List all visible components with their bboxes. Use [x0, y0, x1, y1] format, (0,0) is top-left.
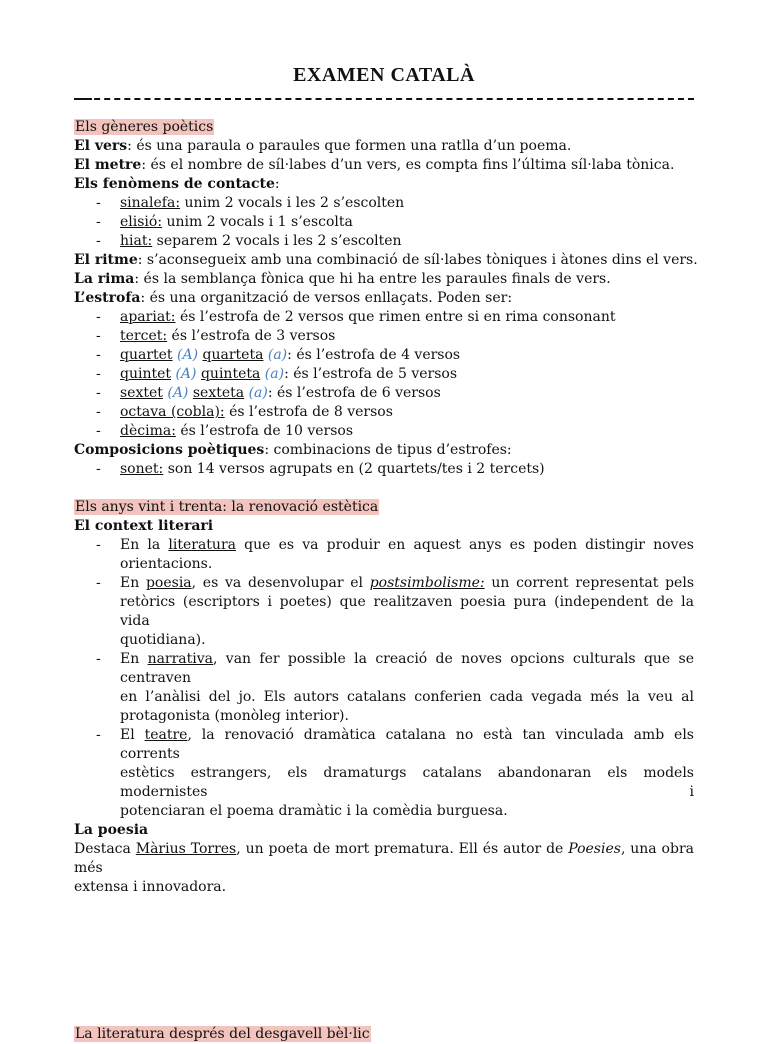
list-item: - En narrativa, van fer possible la creació de noves opcions culturals que se centraven en l’anàlisi del jo. Els autors catalans conferien cada vegada més la veu al protagonista (monòleg interior).	[96, 651, 694, 724]
section-heading-generes: Els gèneres poètics	[75, 119, 214, 135]
section-heading-anys-vint: Els anys vint i trenta: la renovació estètica	[75, 499, 379, 515]
list-item: - dècima: és l’estrofa de 10 versos	[96, 423, 354, 439]
page-title: EXAMEN CATALÀ	[293, 64, 475, 86]
def-contacte: Els fenòmens de contacte:	[74, 176, 280, 192]
document-body	[74, 118, 698, 1044]
def-vers: El vers: és una paraula o paraules que formen una ratlla d’un poema.	[74, 138, 572, 154]
def-composicions: Composicions poètiques: combinacions de tipus d’estrofes:	[74, 442, 512, 458]
list-item: - En poesia, es va desenvolupar el postsimbolisme: un corrent representat pels retòrics (escriptors i poetes) que realitzaven poesia pura (independent de la vida quotidiana).	[96, 575, 694, 648]
def-rima: La rima: és la semblança fònica que hi ha entre les paraules finals de vers.	[74, 271, 611, 287]
section-heading-literatura-despres: La literatura després del desgavell bèl·lic	[75, 1026, 370, 1042]
list-item: - sextet (A) sexteta (a): és l’estrofa de 6 versos	[96, 385, 441, 401]
list-item: - sinalefa: unim 2 vocals i les 2 s’escolten	[96, 195, 405, 211]
subheading-poesia: La poesia	[74, 822, 149, 838]
def-estrofa: L’estrofa: és una organització de versos enllaçats. Poden ser:	[74, 290, 513, 306]
list-item: - apariat: és l’estrofa de 2 versos que rimen entre si en rima consonant	[96, 309, 616, 325]
def-ritme: El ritme: s’aconsegueix amb una combinació de síl·labes tòniques i àtones dins el vers.	[74, 252, 698, 268]
list-item: - quintet (A) quinteta (a): és l’estrofa de 5 versos	[96, 366, 458, 382]
list-item: - octava (cobla): és l’estrofa de 8 versos	[96, 404, 393, 420]
list-item: - tercet: és l’estrofa de 3 versos	[96, 328, 336, 344]
list-item: - elisió: unim 2 vocals i 1 s’escolta	[96, 214, 353, 230]
list-item: - hiat: separem 2 vocals i les 2 s’escolten	[96, 233, 402, 249]
poesia-paragraph-end: extensa i innovadora.	[74, 879, 227, 895]
subheading-context: El context literari	[74, 518, 214, 534]
def-metre: El metre: és el nombre de síl·labes d’un vers, es compta fins l’última síl·laba tònica.	[74, 157, 675, 173]
list-item: - En la literatura que es va produir en aquest anys es poden distingir noves orientacions.	[96, 537, 694, 572]
poesia-paragraph: Destaca Màrius Torres, un poeta de mort prematura. Ell és autor de Poesies, una obra més	[74, 841, 694, 876]
list-item: - El teatre, la renovació dramàtica catalana no està tan vinculada amb els corrents estètics estrangers, els dramaturgs catalans abandonaran els models modernistes i potenciaran el poema dramàtic i la comèdia burguesa.	[96, 727, 694, 819]
list-item: - sonet: son 14 versos agrupats en (2 quartets/tes i 2 tercets)	[96, 461, 545, 477]
title-divider	[74, 98, 694, 100]
list-item: - quartet (A) quarteta (a): és l’estrofa de 4 versos	[96, 347, 461, 363]
